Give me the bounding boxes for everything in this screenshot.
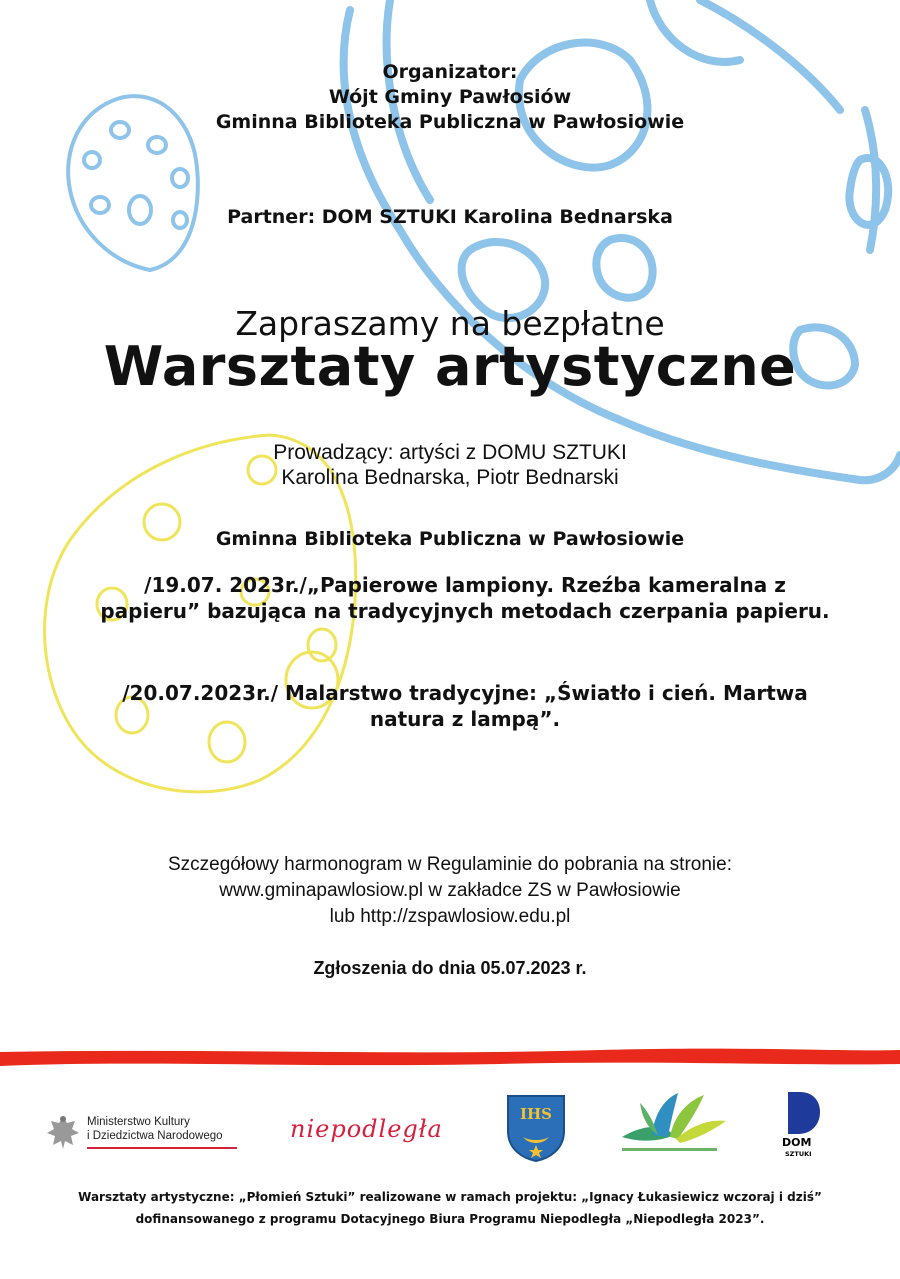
dom-sztuki-logo-icon	[780, 1090, 824, 1170]
page-title: Warsztaty artystyczne	[103, 335, 797, 398]
footer-line2: dofinansowanego z programu Dotacyjnego Biura Programu Niepodległa „Niepodległa 2023”.	[135, 1212, 765, 1226]
organizer-block	[0, 60, 900, 135]
niepodlegla-text: niepodległa	[290, 1115, 443, 1143]
dom-logo-line2: SZTUKI	[785, 1150, 812, 1158]
coat-of-arms-icon	[505, 1093, 567, 1163]
organizer-line1: Wójt Gminy Pawłosiów	[328, 86, 572, 108]
ministry-line1: Ministerstwo Kultury	[87, 1116, 190, 1128]
logos-row	[0, 1085, 900, 1175]
ministry-logo	[45, 1113, 245, 1153]
partner-text: Partner: DOM SZTUKI Karolina Bednarska	[227, 206, 673, 228]
details-line2[interactable]: www.gminapawlosiow.pl w zakładce ZS w Pawłosiowie	[219, 880, 681, 901]
niepodlegla-logo	[290, 1109, 450, 1149]
deadline-text: Zgłoszenia do dnia 05.07.2023 r.	[313, 958, 587, 978]
details-block	[0, 852, 900, 930]
ministry-line2: i Dziedzictwa Narodowego	[87, 1130, 223, 1142]
ministry-text	[87, 1115, 223, 1143]
organizer-line2: Gminna Biblioteka Publiczna w Pawłosiowie	[215, 111, 685, 133]
venue-text: Gminna Biblioteka Publiczna w Pawłosiowie	[215, 528, 685, 550]
event-item-2: /20.07.2023r./ Malarstwo tradycyjne: „Światło i cień. Martwa natura z lampą”.	[122, 681, 808, 731]
ministry-underline	[87, 1147, 237, 1149]
leaf-logo-icon	[612, 1085, 732, 1160]
organizer-label: Organizator:	[382, 61, 518, 83]
details-line1: Szczegółowy harmonogram w Regulaminie do pobrania na stronie:	[168, 854, 732, 875]
dom-logo-line1: DOM	[782, 1136, 812, 1149]
footer-text	[0, 1186, 900, 1230]
eagle-emblem-icon	[45, 1113, 81, 1153]
leaders-line1: Prowadzący: artyści z DOMU SZTUKI	[273, 441, 627, 464]
invite-text: Zapraszamy na bezpłatne	[235, 304, 665, 343]
leaders-block	[0, 440, 900, 490]
coat-of-arms-text: IHS	[519, 1105, 553, 1123]
red-stripe	[0, 1040, 900, 1070]
footer-line1: Warsztaty artystyczne: „Płomień Sztuki” realizowane w ramach projektu: „Ignacy Łukasiewicz wczoraj i dziś”	[78, 1190, 822, 1204]
leaders-line2: Karolina Bednarska, Piotr Bednarski	[281, 466, 619, 489]
event-item-1: /19.07. 2023r./„Papierowe lampiony. Rzeźba kameralna z papieru” bazująca na tradycyjnych metodach czerpania papieru.	[100, 573, 830, 623]
details-line3[interactable]: lub http://zspawlosiow.edu.pl	[329, 906, 571, 927]
